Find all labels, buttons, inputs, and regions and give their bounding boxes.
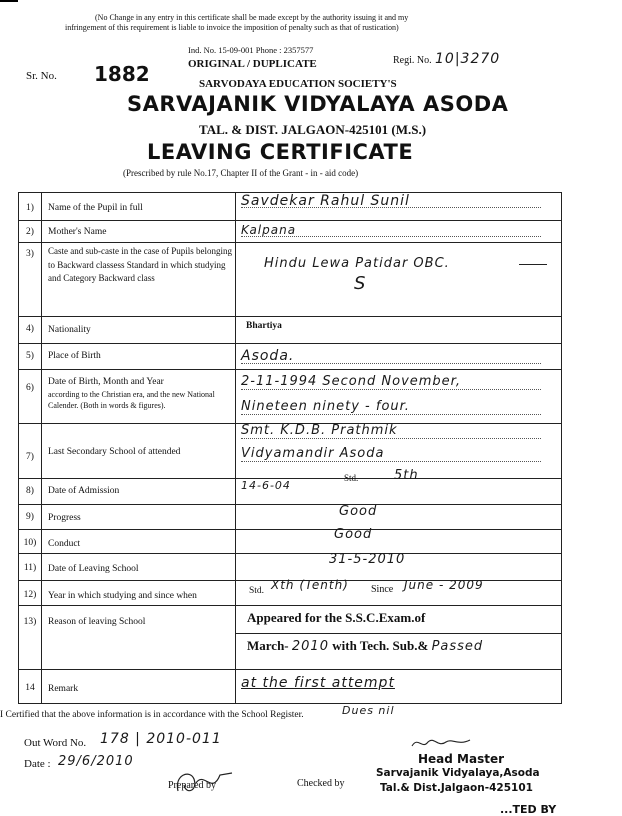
- row-number: 8): [26, 486, 34, 496]
- society-name: SARVODAYA EDUCATION SOCIETY'S: [199, 78, 397, 90]
- prepared-by: Prepared by: [168, 780, 217, 791]
- row-label: Last Secondary School of attended: [48, 447, 181, 457]
- birth-place: Asoda.: [241, 348, 295, 364]
- table-row: [19, 369, 561, 370]
- leaving-reason-line1: Appeared for the S.S.C.Exam.of: [247, 610, 426, 625]
- row-number: 7): [26, 452, 34, 462]
- row-number: 10): [23, 538, 37, 548]
- studying-std: Xth (Tenth): [271, 578, 349, 592]
- std-label: Std.: [344, 473, 359, 483]
- head-master-title: Head Master: [418, 752, 505, 766]
- school-address: TAL. & DIST. JALGAON-425101 (M.S.): [199, 122, 427, 137]
- certify-handwritten: Dues nil: [342, 704, 395, 717]
- row-number: 5): [26, 351, 34, 361]
- category-value: S: [354, 273, 367, 294]
- row-label: Reason of leaving School: [48, 617, 146, 627]
- last-school-line2: Vidyamandir Asoda: [241, 446, 385, 461]
- since-label: Since: [371, 584, 394, 595]
- reason-month: March-: [247, 638, 292, 653]
- table-row: [19, 220, 561, 221]
- table-row: [19, 316, 561, 317]
- document-title: LEAVING CERTIFICATE: [147, 140, 414, 164]
- certify-text: I Certified that the above information is in accordance with the School Register.: [0, 710, 304, 720]
- conduct-value: Good: [334, 527, 373, 542]
- row-number: 9): [26, 512, 34, 522]
- row-number: 3): [26, 249, 34, 259]
- head-master-school: Sarvajanik Vidyalaya,Asoda: [376, 767, 540, 779]
- last-school-line1: Smt. K.D.B. Prathmik: [241, 423, 398, 438]
- row-label: Year in which studying and since when: [48, 591, 197, 601]
- row-label: Date of Leaving School: [48, 564, 139, 574]
- dash-mark: [519, 264, 547, 265]
- corner-stamp-text: ...TED BY: [500, 803, 557, 816]
- table-row: [19, 343, 561, 344]
- head-master-signature: [408, 734, 474, 752]
- row-sublabel: according to the Christian era, and the new National Calender. (Both in words & figures).: [48, 390, 215, 410]
- row-label: Place of Birth: [48, 351, 101, 361]
- table-row: [19, 529, 561, 530]
- row-label: Nationality: [48, 325, 91, 335]
- table-row: [19, 242, 561, 243]
- row-number: 4): [26, 324, 34, 334]
- leaving-reason-line2: [247, 638, 483, 654]
- outward-label: Out Word No.: [24, 737, 87, 749]
- sr-label: Sr. No.: [26, 70, 57, 82]
- row-number: 6): [26, 383, 34, 393]
- birth-date-words: Nineteen ninety - four.: [241, 399, 410, 414]
- remark-value: at the first attempt: [241, 675, 395, 691]
- pupil-name: Savdekar Rahul Sunil: [241, 193, 410, 209]
- caste-value: Hindu Lewa Patidar OBC.: [264, 256, 450, 271]
- row-label: Mother's Name: [48, 227, 107, 237]
- underline: [241, 438, 541, 439]
- row-label: Date of Birth, Month and Year: [48, 377, 164, 387]
- table-row: [19, 605, 561, 606]
- table-row: [19, 504, 561, 505]
- row-number: 2): [26, 227, 34, 237]
- row-label: Caste and sub-caste in the case of Pupils belonging to Backward classess Standard in which studying and Category Backward class: [48, 246, 232, 283]
- row-label: Name of the Pupil in full: [48, 203, 143, 213]
- sr-value: 1882: [94, 62, 150, 86]
- underline: [241, 461, 541, 462]
- since-value: June - 2009: [404, 578, 484, 592]
- head-master-address: Tal.& Dist.Jalgaon-425101: [380, 782, 533, 794]
- progress-value: Good: [339, 504, 378, 519]
- table-row: [19, 669, 561, 670]
- leaving-date: 31-5-2010: [329, 552, 406, 567]
- inner-divider: [235, 633, 561, 634]
- row-number: 13): [23, 617, 37, 627]
- ind-no: Ind. No. 15-09-001 Phone : 2357577: [188, 45, 314, 55]
- regi-label: Regi. No.: [393, 55, 432, 66]
- certificate-table: [18, 192, 562, 704]
- date-value: 29/6/2010: [58, 754, 134, 769]
- row-label: Remark: [48, 684, 79, 694]
- birth-date-figures: 2-11-1994 Second November,: [241, 374, 461, 389]
- regi-value: 10|3270: [435, 51, 501, 67]
- underline: [241, 414, 541, 415]
- notice-line-2: infringement of this requirement is liable to invoice the imposition of penalty such as that of rustication): [65, 23, 399, 32]
- outward-value: 178 | 2010-011: [100, 731, 222, 747]
- admission-date: 14-6-04: [241, 479, 291, 492]
- row-number: 12): [23, 590, 37, 600]
- row-label: Date of Admission: [48, 486, 120, 496]
- checked-by: Checked by: [297, 778, 345, 789]
- notice-line-1: (No Change in any entry in this certificate shall be made except by the authority issuing it and my: [95, 13, 409, 22]
- date-label: Date :: [24, 758, 51, 770]
- table-row: [19, 553, 561, 554]
- admission-std: 5th: [394, 468, 419, 483]
- underline: [241, 363, 541, 364]
- column-divider: [41, 193, 42, 703]
- reason-result: Passed: [431, 639, 484, 654]
- reason-subject: with Tech. Sub.&: [328, 638, 432, 653]
- row-number: 14: [25, 683, 35, 693]
- mother-name: Kalpana: [241, 223, 297, 237]
- prescribed-note: (Prescribed by rule No.17, Chapter II of the Grant - in - aid code): [123, 168, 359, 178]
- corner-mark: [0, 0, 18, 2]
- underline: [241, 236, 541, 237]
- school-name: SARVAJANIK VIDYALAYA ASODA: [127, 92, 509, 116]
- underline: [241, 207, 541, 208]
- original-duplicate: ORIGINAL / DUPLICATE: [188, 58, 317, 70]
- reason-year: 2010: [291, 639, 329, 654]
- row-label: Conduct: [48, 539, 81, 549]
- row-number: 1): [26, 203, 34, 213]
- std-label: Std.: [249, 586, 265, 596]
- nationality-value: Bhartiya: [246, 321, 282, 331]
- row-number: 11): [23, 563, 37, 573]
- underline: [241, 389, 541, 390]
- row-label: Progress: [48, 513, 81, 523]
